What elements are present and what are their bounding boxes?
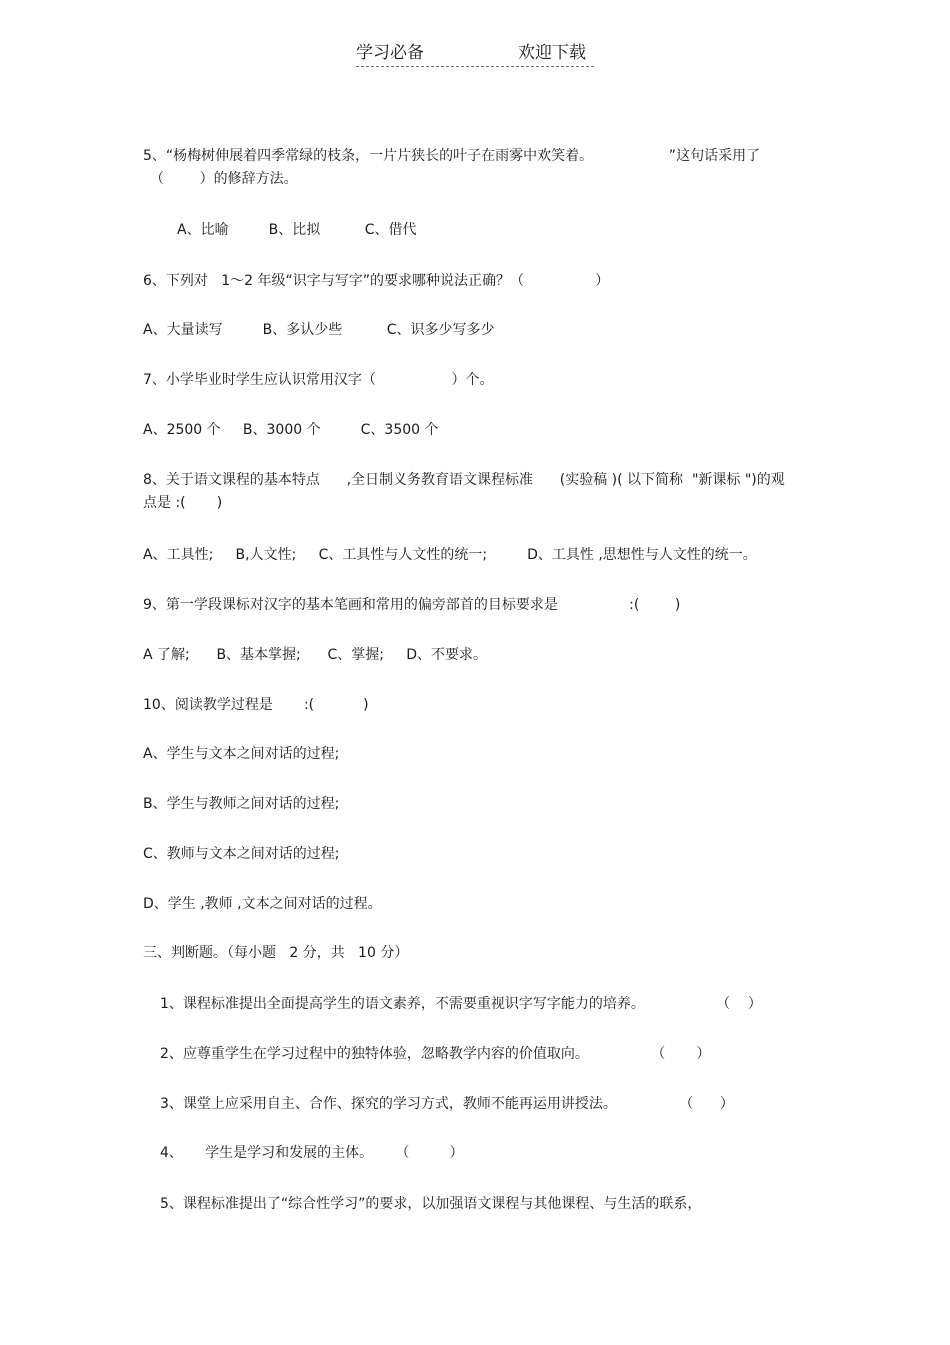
question-5-stem-cont: （ ）的修辞方法。 <box>150 171 298 187</box>
judgment-4: 4、 学生是学习和发展的主体。 （ ） <box>160 1145 464 1161</box>
page-header <box>356 40 594 67</box>
question-8-stem: 8、关于语文课程的基本特点 ,全日制义务教育语文课程标准 (实验稿 )( 以下简称 "新课标 ")的观 <box>143 472 785 488</box>
question-5-options: A、比喻 B、比拟 C、借代 <box>177 222 417 238</box>
question-9-stem: 9、第一学段课标对汉字的基本笔画和常用的偏旁部首的目标要求是 :( ) <box>143 597 681 613</box>
judgment-5: 5、课程标准提出了“综合性学习”的要求，以加强语文课程与其他课程、与生活的联系， <box>160 1196 702 1212</box>
question-6-stem: 6、下列对 1～2 年级“识字与写字”的要求哪种说法正确？（ ） <box>143 273 610 289</box>
question-10-option-a: A、学生与文本之间对话的过程; <box>143 746 340 762</box>
question-7-stem: 7、小学毕业时学生应认识常用汉字（ ）个。 <box>143 372 494 388</box>
question-6-options: A、大量读写 B、多认少些 C、识多少写多少 <box>143 322 495 338</box>
section-3-heading: 三、判断题。（每小题 2 分，共 10 分） <box>143 945 409 961</box>
question-10-option-b: B、学生与教师之间对话的过程; <box>143 796 340 812</box>
header-left-text: 学习必备 <box>356 43 424 63</box>
question-10-option-d: D、学生 ,教师 ,文本之间对话的过程。 <box>143 896 382 912</box>
question-8-options: A、工具性; B,人文性; C、工具性与人文性的统一; D、工具性 ,思想性与人文性的统一。 <box>143 547 757 563</box>
judgment-2: 2、应尊重学生在学习过程中的独特体验，忽略教学内容的价值取向。 （ ） <box>160 1046 711 1062</box>
judgment-3: 3、课堂上应采用自主、合作、探究的学习方式，教师不能再运用讲授法。 （ ） <box>160 1096 734 1112</box>
question-10-option-c: C、教师与文本之间对话的过程; <box>143 846 340 862</box>
judgment-1: 1、课程标准提出全面提高学生的语文素养，不需要重视识字写字能力的培养。 （ ） <box>160 996 762 1012</box>
question-9-options: A 了解; B、基本掌握; C、掌握; D、不要求。 <box>143 647 487 663</box>
question-7-options: A、2500 个 B、3000 个 C、3500 个 <box>143 422 439 438</box>
question-5-stem: 5、“杨梅树伸展着四季常绿的枝条，一片片狭长的叶子在雨雾中欢笑着。 ”这句话采用了 <box>143 148 761 164</box>
question-10-stem: 10、阅读教学过程是 :( ) <box>143 697 369 713</box>
header-right-text: 欢迎下载 <box>518 43 586 63</box>
question-8-stem-cont: 点是 :( ) <box>143 495 223 511</box>
